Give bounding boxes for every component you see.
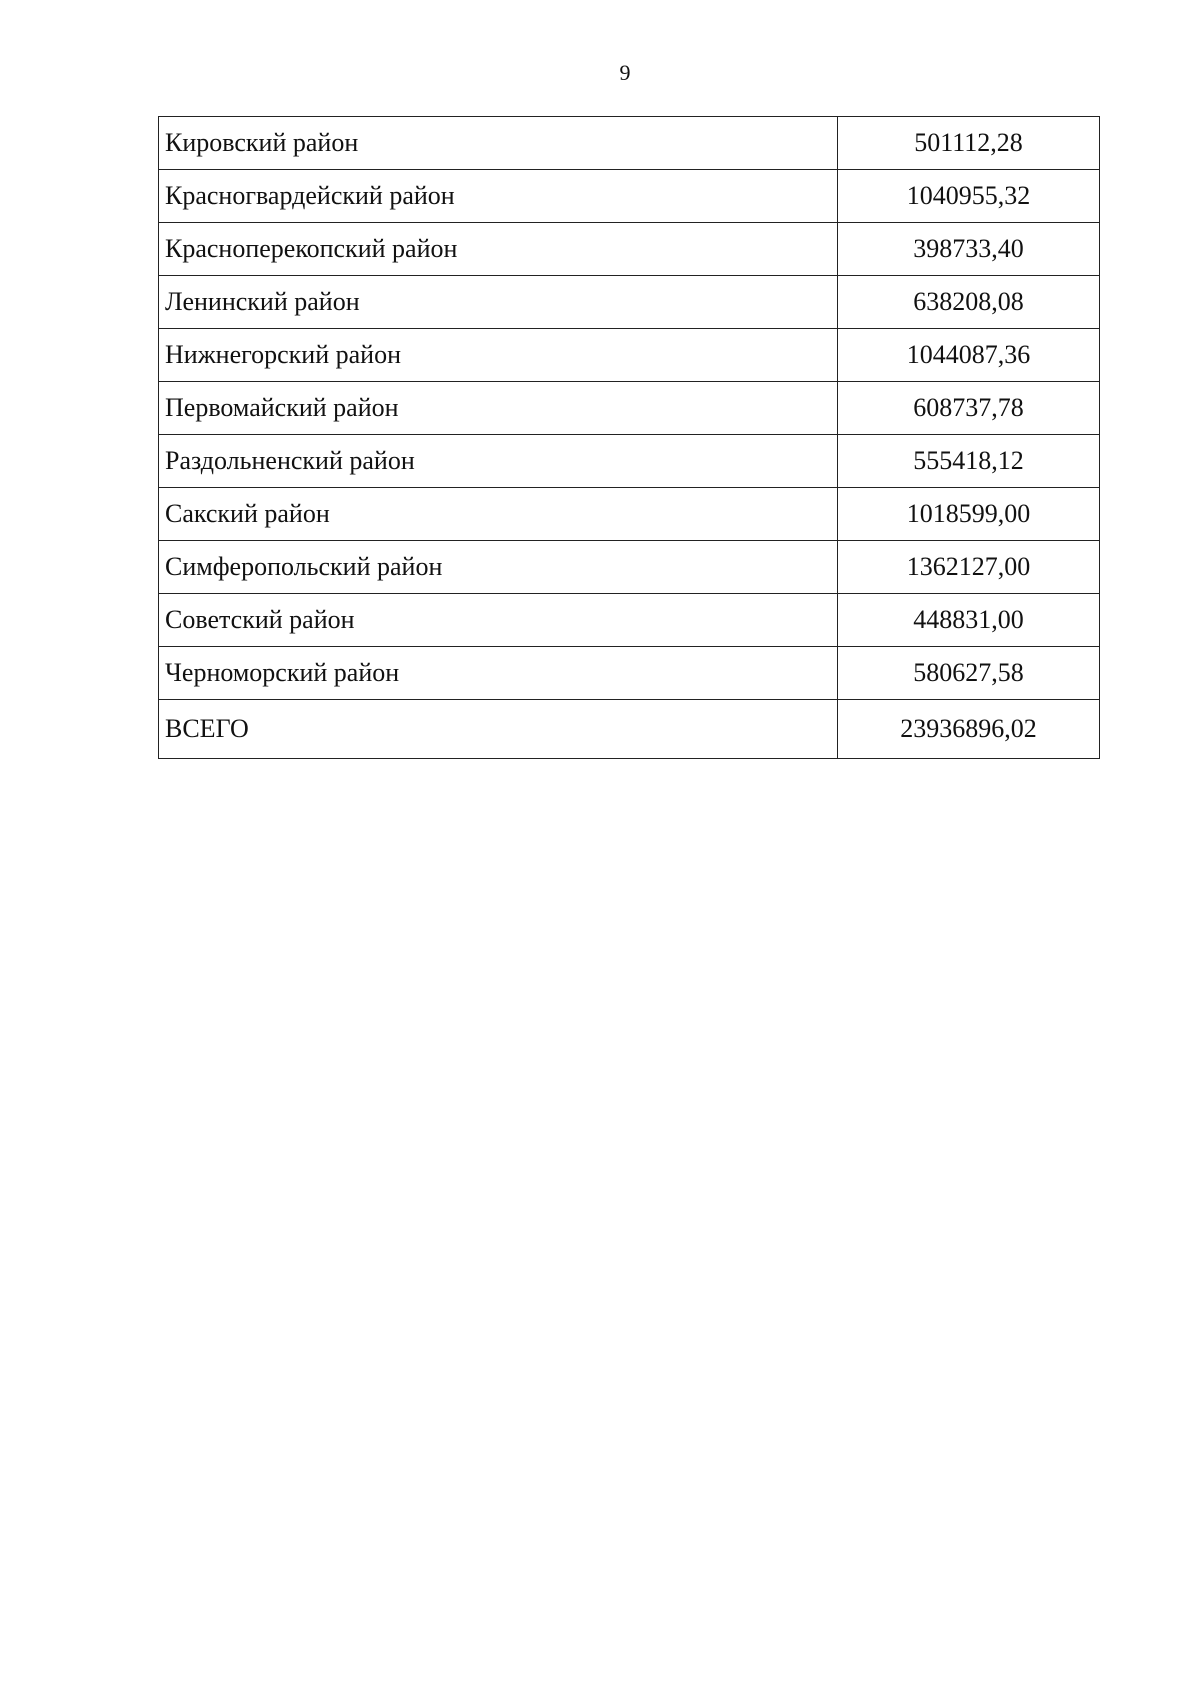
table-row xyxy=(159,435,1100,488)
table-row xyxy=(159,647,1100,700)
table-row xyxy=(159,170,1100,223)
district-values-table xyxy=(158,116,1100,759)
district-value-cell: 580627,58 xyxy=(838,647,1100,700)
district-name-cell: Советский район xyxy=(159,594,838,647)
district-value-cell: 638208,08 xyxy=(838,276,1100,329)
total-row xyxy=(159,700,1100,759)
district-name-cell: Первомайский район xyxy=(159,382,838,435)
table-row xyxy=(159,488,1100,541)
district-value-cell: 501112,28 xyxy=(838,117,1100,170)
district-value-cell: 1044087,36 xyxy=(838,329,1100,382)
page-number: 9 xyxy=(619,60,631,85)
table-row xyxy=(159,382,1100,435)
district-value-cell: 608737,78 xyxy=(838,382,1100,435)
district-name-cell: Ленинский район xyxy=(159,276,838,329)
district-name-cell: Нижнегорский район xyxy=(159,329,838,382)
district-name-cell: Раздольненский район xyxy=(159,435,838,488)
total-label-cell: ВСЕГО xyxy=(159,700,838,759)
district-name-cell: Сакский район xyxy=(159,488,838,541)
district-value-cell: 1362127,00 xyxy=(838,541,1100,594)
district-value-cell: 448831,00 xyxy=(838,594,1100,647)
table-row xyxy=(159,223,1100,276)
district-value-cell: 398733,40 xyxy=(838,223,1100,276)
district-value-cell: 555418,12 xyxy=(838,435,1100,488)
table-row xyxy=(159,329,1100,382)
table-row xyxy=(159,541,1100,594)
district-value-cell: 1018599,00 xyxy=(838,488,1100,541)
district-value-cell: 1040955,32 xyxy=(838,170,1100,223)
district-name-cell: Красноперекопский район xyxy=(159,223,838,276)
district-name-cell: Кировский район xyxy=(159,117,838,170)
table-row xyxy=(159,117,1100,170)
total-value-cell: 23936896,02 xyxy=(838,700,1100,759)
table-row xyxy=(159,594,1100,647)
district-name-cell: Красногвардейский район xyxy=(159,170,838,223)
table-row xyxy=(159,276,1100,329)
district-name-cell: Симферопольский район xyxy=(159,541,838,594)
table-body xyxy=(159,117,1100,759)
district-name-cell: Черноморский район xyxy=(159,647,838,700)
